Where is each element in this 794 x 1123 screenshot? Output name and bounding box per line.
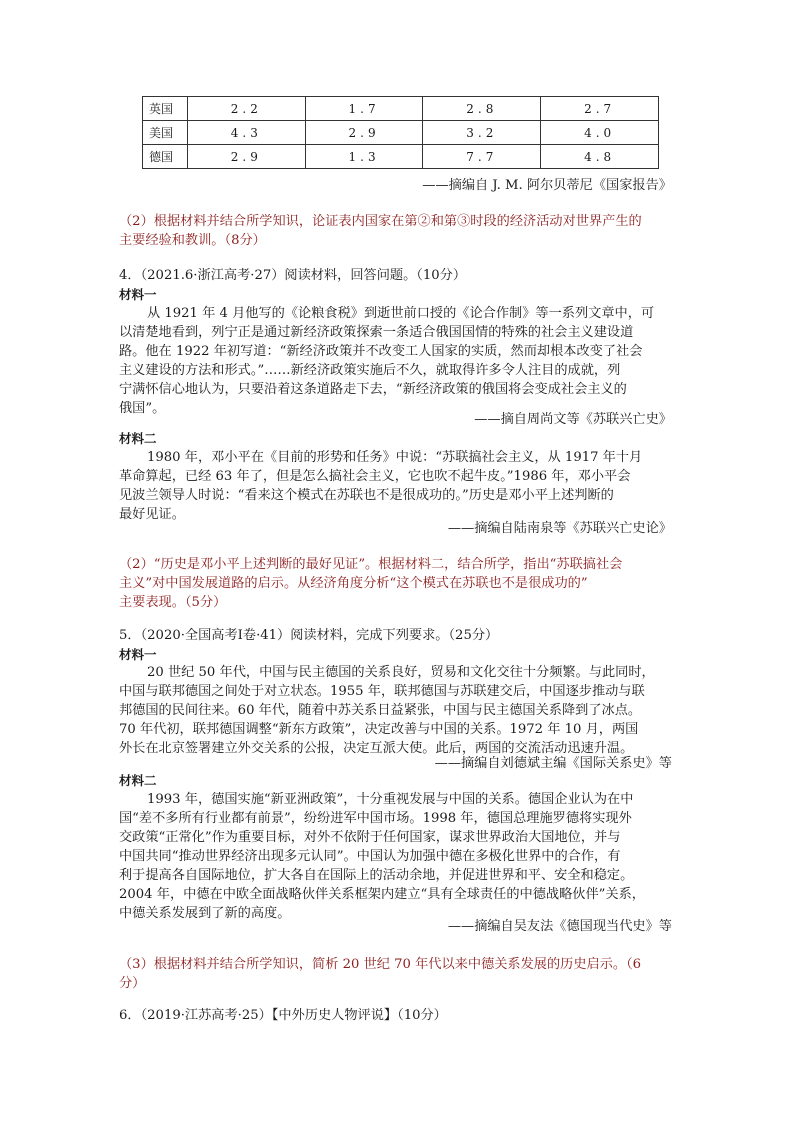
material-line: 从 1921 年 4 月他写的《论粮食税》到逝世前口授的《论合作制》等一系列文章中，可 bbox=[147, 306, 655, 321]
material-source: ——摘自周尚文等《苏联兴亡史》 bbox=[474, 412, 672, 427]
value-cell: 1.7 bbox=[305, 97, 423, 121]
value-cell: 3.2 bbox=[423, 121, 541, 145]
table-source: ——摘编自 J. M. 阿尔贝蒂尼《国家报告》 bbox=[422, 178, 672, 193]
material-label: 材料一 bbox=[119, 647, 157, 662]
question-line: （2）“历史是邓小平上述判断的最好见证”。根据材料二，结合所学，指出“苏联搞社会 bbox=[119, 557, 623, 572]
value-cell: 4.0 bbox=[541, 121, 659, 145]
material-line: 1980 年，邓小平在《目前的形势和任务》中说：“苏联搞社会主义，从 1917 年十月 bbox=[147, 450, 643, 465]
material-line: 70 年代初，联邦德国调整“新东方政策”，决定改善与中国的关系。1972 年 10 月，两国 bbox=[119, 722, 639, 737]
growth-rate-table bbox=[142, 96, 659, 169]
value-cell: 2.9 bbox=[187, 145, 305, 169]
material-label: 材料一 bbox=[119, 287, 157, 302]
value-cell: 2.2 bbox=[187, 97, 305, 121]
value-cell: 4.3 bbox=[187, 121, 305, 145]
question-6-header: 6．（2019·江苏高考·25）【中外历史人物评说】（10分） bbox=[119, 1008, 447, 1023]
material-line: 国“差不多所有行业都有前景”，纷纷进军中国市场。1998 年，德国总理施罗德将实现外 bbox=[119, 811, 632, 826]
material-line: 俄国”。 bbox=[119, 401, 166, 416]
material-line: 20 世纪 50 年代，中国与民主德国的关系良好，贸易和文化交往十分频繁。与此同时， bbox=[147, 665, 655, 680]
question-line: （2）根据材料并结合所学知识，论证表内国家在第②和第③时段的经济活动对世界产生的 bbox=[119, 214, 642, 229]
material-line: 外长在北京签署建立外交关系的公报，决定互派大使。此后，两国的交流活动迅速升温。 bbox=[119, 741, 634, 756]
material-line: 最好见证。 bbox=[119, 507, 185, 522]
question-line: 主要表现。（5分） bbox=[119, 595, 227, 610]
value-cell: 2.7 bbox=[541, 97, 659, 121]
material-line: 中国共同“推动世界经济出现多元认同”。中国认为加强中德在多极化世界中的合作，有 bbox=[119, 849, 621, 864]
material-source: ——摘编自吴友法《德国现当代史》等 bbox=[447, 919, 672, 934]
material-line: 路。他在 1922 年初写道：“新经济政策并不改变工人国家的实质，然而却根本改变了社会 bbox=[119, 344, 643, 359]
question-line: （3）根据材料并结合所学知识，简析 20 世纪 70 年代以来中德关系发展的历史启示。（6 bbox=[119, 957, 642, 972]
material-line: 中国与联邦德国之间处于对立状态。1955 年，联邦德国与苏联建交后，中国逐步推动与联 bbox=[119, 684, 645, 699]
country-cell: 美国 bbox=[143, 121, 188, 145]
table-row bbox=[143, 121, 659, 145]
material-source: ——摘编自刘德斌主编《国际关系史》等 bbox=[434, 756, 672, 771]
country-cell: 英国 bbox=[143, 97, 188, 121]
value-cell: 7.7 bbox=[423, 145, 541, 169]
table-row bbox=[143, 97, 659, 121]
question-5-header: 5．（2020·全国高考Ⅰ卷·41）阅读材料，完成下列要求。（25分） bbox=[119, 628, 499, 643]
material-line: 2004 年，中德在中欧全面战略伙伴关系框架内建立“具有全球责任的中德战略伙伴”关系， bbox=[119, 887, 645, 902]
material-line: 主义建设的方法和形式。”……新经济政策实施后不久，就取得许多令人注目的成就，列 bbox=[119, 363, 621, 378]
question-line: 主义”对中国发展道路的启示。从经济角度分析“这个模式在苏联也不是很成功的” bbox=[119, 576, 588, 591]
material-line: 以清楚地看到，列宁正是通过新经济政策探索一条适合俄国国情的特殊的社会主义建设道 bbox=[119, 325, 634, 340]
value-cell: 4.8 bbox=[541, 145, 659, 169]
value-cell: 2.9 bbox=[305, 121, 423, 145]
material-line: 1993 年，德国实施“新亚洲政策”，十分重视发展与中国的关系。德国企业认为在中 bbox=[147, 792, 634, 807]
material-line: 见波兰领导人时说：“看来这个模式在苏联也不是很成功的。”历史是邓小平上述判断的 bbox=[119, 488, 614, 503]
value-cell: 1.3 bbox=[305, 145, 423, 169]
material-line: 邦德国的民间往来。60 年代，随着中苏关系日益紧张，中国与民主德国关系降到了冰点。 bbox=[119, 703, 642, 718]
material-label: 材料二 bbox=[119, 431, 157, 446]
material-line: 革命算起，已经 63 年了，但是怎么搞社会主义，它也吹不起牛皮。”1986 年，邓小平会 bbox=[119, 469, 631, 484]
question-line: 主要经验和教训。（8分） bbox=[119, 233, 266, 248]
material-source: ——摘编自陆南泉等《苏联兴亡史论》 bbox=[447, 521, 672, 536]
material-line: 利于提高各自国际地位，扩大各自在国际上的活动余地，并促进世界和平、安全和稳定。 bbox=[119, 868, 634, 883]
country-cell: 德国 bbox=[143, 145, 188, 169]
material-line: 交政策“正常化”作为重要目标，对外不依附于任何国家，谋求世界政治大国地位，并与 bbox=[119, 830, 621, 845]
material-line: 宁满怀信心地认为，只要沿着这条道路走下去，“新经济政策的俄国将会变成社会主义的 bbox=[119, 382, 627, 397]
table-row bbox=[143, 145, 659, 169]
question-line: 分） bbox=[119, 976, 146, 991]
question-4-header: 4．（2021.6·浙江高考·27）阅读材料，回答问题。（10分） bbox=[119, 268, 467, 283]
material-line: 中德关系发展到了新的高度。 bbox=[119, 906, 291, 921]
material-label: 材料二 bbox=[119, 773, 157, 788]
value-cell: 2.8 bbox=[423, 97, 541, 121]
